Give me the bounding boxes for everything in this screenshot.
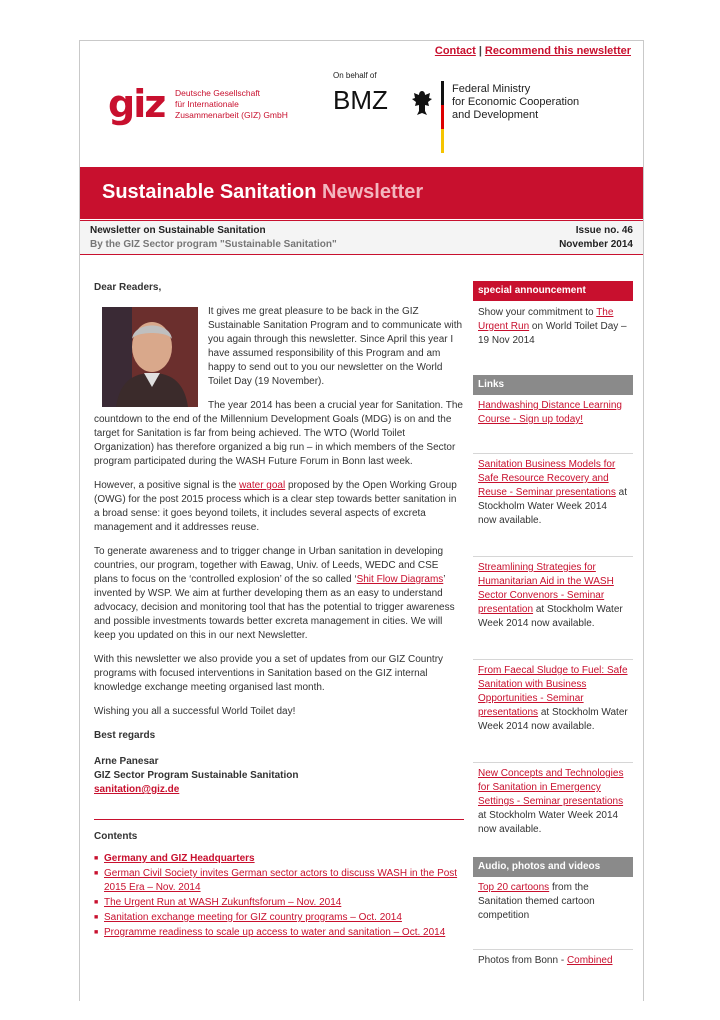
contents-item[interactable] [94,926,464,940]
issue-date: November 2014 [559,239,633,250]
contents-item-link[interactable]: The Urgent Run at WASH Zukunftsforum – Nov. 2014 [104,897,342,908]
faecal-sludge-link[interactable]: From Faecal Sludge to Fuel: Safe Sanitation with Business Opportunities - Seminar presentations [478,665,628,718]
bmz-logo-text: BMZ [333,85,388,115]
author-organisation: GIZ Sector Program Sustainable Sanitation [94,770,299,781]
top-links [435,45,631,57]
emergency-sanitation-link[interactable]: New Concepts and Technologies for Sanitation in Emergency Settings - Seminar presentations [478,768,624,807]
link-item-tail: at Stockholm Water Week 2014 now available. [478,604,623,629]
audio-item [473,950,633,972]
issue-number: Issue no. 46 [575,225,633,236]
contents-item-link[interactable]: Germany and GIZ Headquarters [104,853,255,864]
email-link[interactable]: sanitation@giz.de [94,784,180,795]
business-models-link[interactable]: Sanitation Business Models for Safe Resource Recovery and Reuse - Seminar presentations [478,459,616,498]
link-item [473,454,633,557]
paragraph-3-text-b: proposed by the Open Working Group (OWG) for the post 2015 process which is a clear step towards better sanitation in a broad sense: it goes beyond toilets, it includes several aspects of excreta management and it addresses reuse. [94,480,457,533]
letter-paragraph-5: With this newsletter we also provide you a set of updates from our GIZ Country programs with focused interventions in Sanitation based on the GIZ internal knowledge exchange meeting organised last month. [94,654,444,693]
letter-paragraph-3 [94,479,464,535]
urgent-run-link[interactable]: The Urgent Run [478,307,614,332]
link-item-tail: at Stockholm Water Week 2014 now available. [478,487,627,526]
giz-logo[interactable] [108,82,165,126]
giz-logo-word: giz [108,82,165,126]
special-announcement-header: special announcement [473,281,633,301]
on-behalf-label: On behalf of [333,71,377,80]
special-text-a: Show your commitment to [478,307,597,318]
ministry-name: Federal Ministry for Economic Cooperation and Development [452,83,580,121]
shit-flow-diagrams-link[interactable]: Shit Flow Diagrams [356,574,444,585]
paragraph-4-text-a: To generate awareness and to trigger change in Urban sanitation in developing countries, our program, together with Eawag, Univ. of Leeds, WEDC and CSE plans to focus on the ‘controlled explosion’ of the so called ‘ [94,546,444,585]
contents-list [94,852,464,940]
banner-title-main: Sustainable Sanitation [102,181,317,203]
special-text-b: on World Toilet Day – 19 Nov 2014 [478,321,627,346]
contents-item[interactable] [94,911,464,925]
link-item-tail: at Stockholm Water Week 2014 now available. [478,707,628,732]
newsletter-banner [80,167,643,219]
contents-item-link[interactable]: German Civil Society invites German sector actors to discuss WASH in the Post 2015 Era – Nov. 2014 [104,868,458,893]
paragraph-3-text-a: However, a positive signal is the [94,480,240,491]
audio-photos-videos-header: Audio, photos and videos [473,857,633,877]
banner-title-light: Newsletter [322,181,424,203]
contact-link[interactable]: Contact [434,45,476,57]
special-announcement-box [473,301,633,353]
letter-paragraph-2: The year 2014 has been a crucial year for Sanitation. The countdown to the end of the Millennium Development Goals (MDG) is on and the target for Sanitation is far from being achieved. The WTO (World Toilet Organization) has therefore organized a big run – in which members of the Sector program participated during the WASH Future Forum in Bonn last week. [94,400,463,467]
contents-divider [94,819,464,820]
main-column [94,281,464,941]
letter-paragraph-6: Wishing you all a successful World Toilet day! [94,706,296,717]
newsletter-byline: By the GIZ Sector program "Sustainable Sanitation" [90,239,337,250]
paragraph-4-text-b: ’ invented by WSP. We aim at further developing them as an easy to understand advocacy, decision and monitoring tool that has the potential to trigger awareness and possible investments towards better excreta management in cities. We will keep you updated on this in our next Newsletter. [94,574,455,641]
newsletter-frame [79,40,644,1001]
audio-item-tail: from the Sanitation themed cartoon competition [478,882,595,921]
author-name: Arne Panesar [94,756,159,767]
banner-title [102,181,423,204]
giz-organisation-name: Deutsche Gesellschaft für Internationale Zusammenarbeit (GIZ) GmbH [175,88,288,120]
top-cartoons-link[interactable]: Top 20 cartoons [478,882,550,893]
letter-paragraph-1: It gives me great pleasure to be back in the GIZ Sustainable Sanitation Program and to communicate with you again through this newsletter. Since April this year I have assumed responsibility of this Program and am happy to send out to you our newsletter on the World Toilet Day (19 November). [208,306,463,387]
contents-item[interactable] [94,896,464,910]
links-header: Links [473,375,633,395]
sidebar [473,281,633,972]
best-regards: Best regards [94,730,156,741]
streamlining-strategies-link[interactable]: Streamlining Strategies for Humanitarian Aid in the WASH Sector Convenors - Seminar presentation [478,562,614,615]
author-photo [102,307,198,407]
contents-item[interactable] [94,852,464,866]
contents-item-link[interactable]: Programme readiness to scale up access to water and sanitation – Oct. 2014 [104,927,446,938]
link-item [473,395,633,454]
signature-block [94,755,464,797]
photos-text: Photos from Bonn - [478,955,567,966]
newsletter-subtitle: Newsletter on Sustainable Sanitation [90,225,266,236]
link-item [473,763,633,857]
federal-eagle-icon [410,89,434,117]
combined-link[interactable]: Combined [566,955,613,966]
link-item-tail: at Stockholm Water Week 2014 now available. [478,810,619,835]
handwashing-course-link[interactable]: Handwashing Distance Learning Course - Sign up today! [478,400,622,425]
link-item [473,557,633,660]
greeting: Dear Readers, [94,282,162,293]
contents-item[interactable] [94,867,464,895]
recommend-newsletter-link[interactable]: Recommend this newsletter [484,45,631,57]
contents-title: Contents [94,831,138,842]
german-flag-bar [441,81,444,153]
letter-paragraph-4 [94,545,464,643]
issue-bar [80,220,643,255]
contents-item-link[interactable]: Sanitation exchange meeting for GIZ country programs – Oct. 2014 [104,912,402,923]
water-goal-link[interactable]: water goal [239,480,286,491]
audio-item [473,877,633,950]
top-links-separator: | [478,45,482,57]
portrait-image-icon [102,307,198,407]
link-item [473,660,633,763]
